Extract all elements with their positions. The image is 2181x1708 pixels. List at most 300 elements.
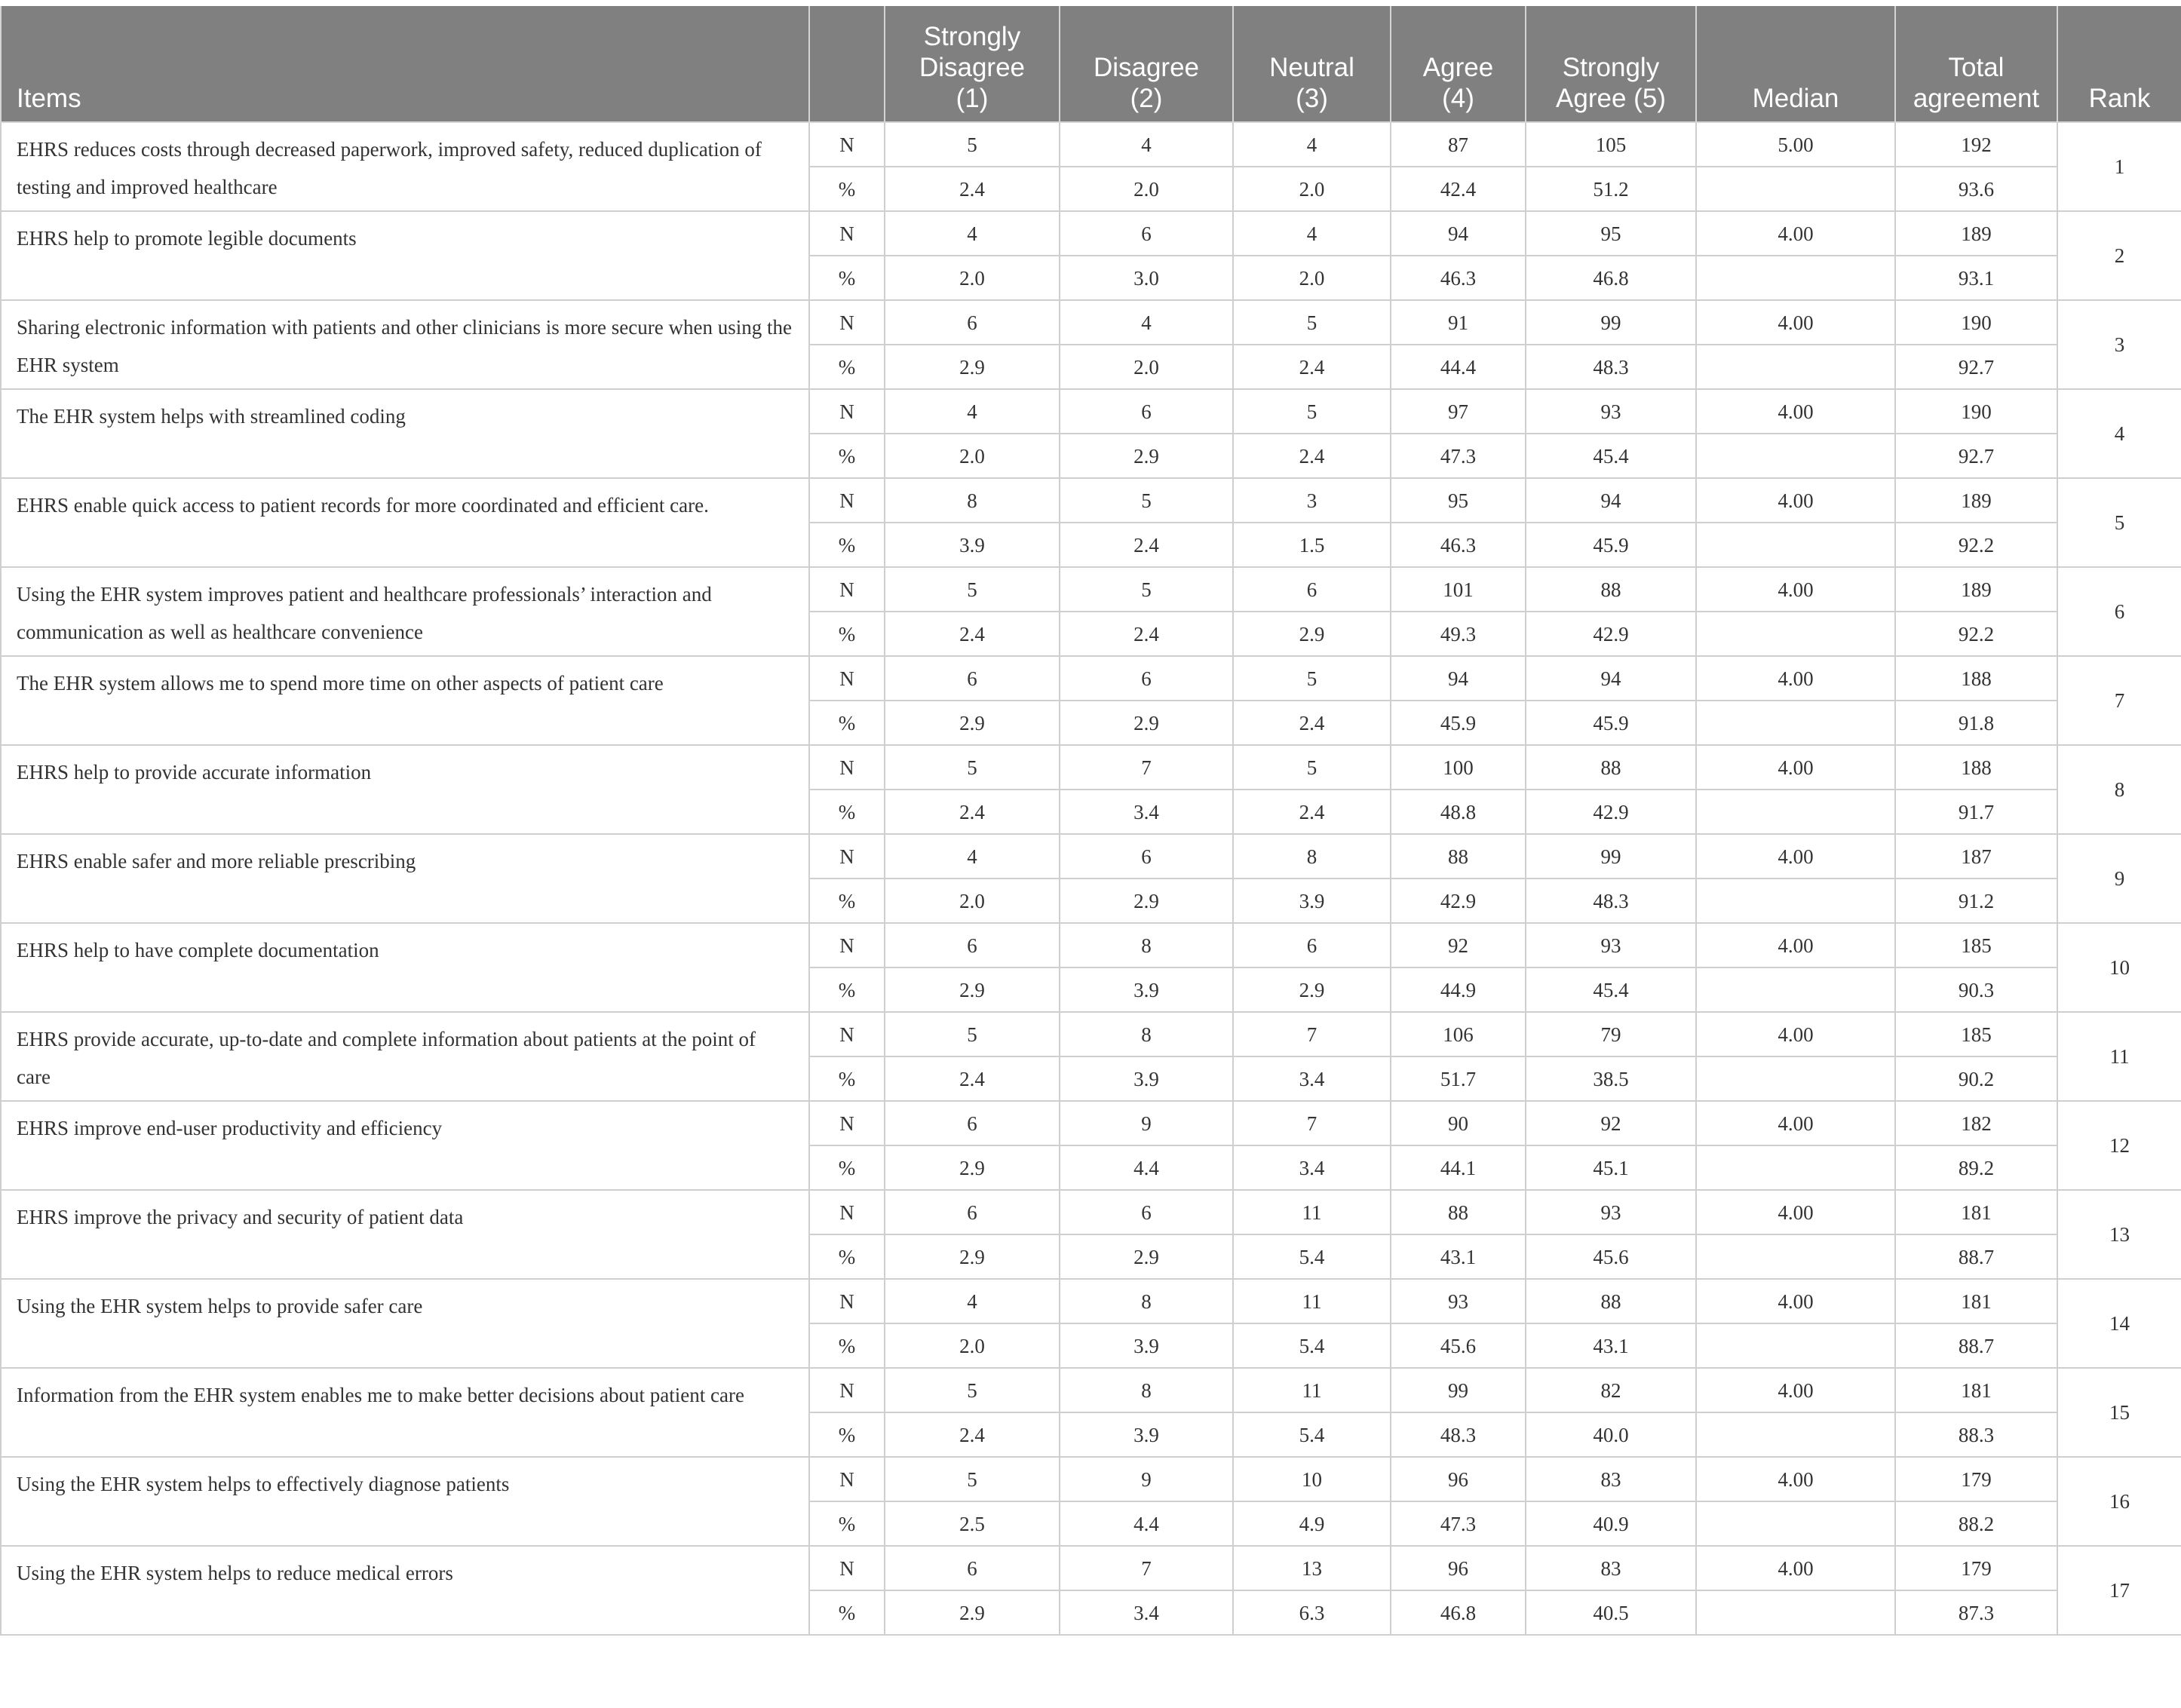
cell-strongly-disagree: 2.9 xyxy=(885,701,1060,745)
table-row-count xyxy=(1,1546,2181,1590)
cell-disagree: 9 xyxy=(1060,1457,1233,1501)
cell-agree: 96 xyxy=(1391,1546,1526,1590)
cell-neutral: 7 xyxy=(1233,1012,1391,1056)
stat-label: N xyxy=(809,211,885,256)
cell-rank: 10 xyxy=(2057,923,2181,1012)
cell-rank: 12 xyxy=(2057,1101,2181,1190)
table-row-count xyxy=(1,1012,2181,1056)
cell-median: 4.00 xyxy=(1696,478,1895,523)
cell-disagree: 8 xyxy=(1060,1279,1233,1323)
cell-disagree: 7 xyxy=(1060,1546,1233,1590)
item-text: EHRS improve end-user productivity and efficiency xyxy=(1,1101,809,1190)
cell-median: 4.00 xyxy=(1696,1368,1895,1412)
cell-neutral: 5 xyxy=(1233,389,1391,434)
cell-median: 4.00 xyxy=(1696,567,1895,612)
cell-disagree: 2.9 xyxy=(1060,879,1233,923)
cell-median: 4.00 xyxy=(1696,1546,1895,1590)
cell-median xyxy=(1696,523,1895,567)
stat-label: N xyxy=(809,1546,885,1590)
cell-strongly-agree: 99 xyxy=(1526,834,1696,879)
header-median: Median xyxy=(1696,6,1895,122)
cell-strongly-agree: 46.8 xyxy=(1526,256,1696,300)
cell-strongly-disagree: 6 xyxy=(885,1546,1060,1590)
cell-disagree: 3.9 xyxy=(1060,1056,1233,1101)
cell-total-agreement: 189 xyxy=(1895,567,2057,612)
cell-strongly-agree: 48.3 xyxy=(1526,879,1696,923)
cell-strongly-agree: 88 xyxy=(1526,1279,1696,1323)
cell-median: 4.00 xyxy=(1696,389,1895,434)
cell-disagree: 2.4 xyxy=(1060,612,1233,656)
stat-label: % xyxy=(809,1412,885,1457)
cell-strongly-disagree: 2.9 xyxy=(885,1590,1060,1635)
cell-neutral: 5.4 xyxy=(1233,1412,1391,1457)
cell-neutral: 2.9 xyxy=(1233,967,1391,1012)
cell-agree: 44.4 xyxy=(1391,345,1526,389)
cell-agree: 93 xyxy=(1391,1279,1526,1323)
cell-median xyxy=(1696,1590,1895,1635)
stat-label: % xyxy=(809,879,885,923)
cell-median: 4.00 xyxy=(1696,656,1895,701)
cell-disagree: 2.9 xyxy=(1060,1234,1233,1279)
table-row-count xyxy=(1,923,2181,967)
item-text: EHRS enable quick access to patient records for more coordinated and efficient care. xyxy=(1,478,809,567)
cell-strongly-disagree: 2.4 xyxy=(885,1056,1060,1101)
cell-agree: 44.1 xyxy=(1391,1145,1526,1190)
cell-agree: 101 xyxy=(1391,567,1526,612)
cell-strongly-disagree: 2.9 xyxy=(885,345,1060,389)
cell-disagree: 2.9 xyxy=(1060,434,1233,478)
cell-total-agreement: 90.3 xyxy=(1895,967,2057,1012)
cell-total-agreement: 92.2 xyxy=(1895,612,2057,656)
cell-total-agreement: 189 xyxy=(1895,478,2057,523)
cell-strongly-agree: 42.9 xyxy=(1526,790,1696,834)
cell-strongly-agree: 95 xyxy=(1526,211,1696,256)
cell-total-agreement: 185 xyxy=(1895,1012,2057,1056)
cell-strongly-disagree: 2.9 xyxy=(885,1234,1060,1279)
cell-strongly-disagree: 6 xyxy=(885,923,1060,967)
cell-disagree: 5 xyxy=(1060,567,1233,612)
cell-strongly-disagree: 2.4 xyxy=(885,612,1060,656)
cell-disagree: 6 xyxy=(1060,211,1233,256)
cell-neutral: 3.9 xyxy=(1233,879,1391,923)
cell-median: 4.00 xyxy=(1696,1101,1895,1145)
cell-strongly-disagree: 4 xyxy=(885,211,1060,256)
cell-strongly-disagree: 5 xyxy=(885,1368,1060,1412)
cell-neutral: 11 xyxy=(1233,1279,1391,1323)
cell-total-agreement: 189 xyxy=(1895,211,2057,256)
cell-agree: 47.3 xyxy=(1391,1501,1526,1546)
cell-strongly-agree: 105 xyxy=(1526,122,1696,167)
cell-total-agreement: 187 xyxy=(1895,834,2057,879)
item-text: EHRS help to have complete documentation xyxy=(1,923,809,1012)
item-text: The EHR system helps with streamlined coding xyxy=(1,389,809,478)
cell-strongly-disagree: 2.0 xyxy=(885,879,1060,923)
cell-total-agreement: 90.2 xyxy=(1895,1056,2057,1101)
item-text: EHRS help to provide accurate information xyxy=(1,745,809,834)
table-row-count xyxy=(1,745,2181,790)
cell-disagree: 4 xyxy=(1060,300,1233,345)
cell-rank: 7 xyxy=(2057,656,2181,745)
cell-agree: 87 xyxy=(1391,122,1526,167)
table-row-count xyxy=(1,122,2181,167)
cell-disagree: 3.9 xyxy=(1060,1323,1233,1368)
cell-strongly-agree: 94 xyxy=(1526,656,1696,701)
cell-median xyxy=(1696,434,1895,478)
cell-strongly-agree: 38.5 xyxy=(1526,1056,1696,1101)
cell-neutral: 13 xyxy=(1233,1546,1391,1590)
cell-strongly-agree: 48.3 xyxy=(1526,345,1696,389)
item-text: EHRS improve the privacy and security of patient data xyxy=(1,1190,809,1279)
cell-strongly-agree: 83 xyxy=(1526,1546,1696,1590)
cell-total-agreement: 92.7 xyxy=(1895,434,2057,478)
stat-label: % xyxy=(809,523,885,567)
cell-total-agreement: 93.1 xyxy=(1895,256,2057,300)
cell-agree: 99 xyxy=(1391,1368,1526,1412)
table-row-count xyxy=(1,567,2181,612)
cell-total-agreement: 91.2 xyxy=(1895,879,2057,923)
cell-agree: 44.9 xyxy=(1391,967,1526,1012)
cell-strongly-agree: 93 xyxy=(1526,1190,1696,1234)
cell-median: 4.00 xyxy=(1696,1190,1895,1234)
cell-neutral: 6 xyxy=(1233,923,1391,967)
cell-total-agreement: 87.3 xyxy=(1895,1590,2057,1635)
cell-strongly-disagree: 2.4 xyxy=(885,167,1060,211)
cell-strongly-agree: 79 xyxy=(1526,1012,1696,1056)
cell-rank: 3 xyxy=(2057,300,2181,389)
cell-disagree: 4.4 xyxy=(1060,1145,1233,1190)
cell-disagree: 2.0 xyxy=(1060,167,1233,211)
item-text: EHRS help to promote legible documents xyxy=(1,211,809,300)
cell-total-agreement: 88.7 xyxy=(1895,1323,2057,1368)
cell-strongly-disagree: 2.0 xyxy=(885,434,1060,478)
cell-median: 4.00 xyxy=(1696,1012,1895,1056)
table-row-count xyxy=(1,1190,2181,1234)
header-neutral: Neutral (3) xyxy=(1233,6,1391,122)
table-row-count xyxy=(1,834,2181,879)
cell-strongly-agree: 92 xyxy=(1526,1101,1696,1145)
cell-agree: 106 xyxy=(1391,1012,1526,1056)
cell-agree: 94 xyxy=(1391,656,1526,701)
cell-median xyxy=(1696,1323,1895,1368)
cell-total-agreement: 182 xyxy=(1895,1101,2057,1145)
survey-table xyxy=(0,6,2181,1636)
cell-neutral: 5 xyxy=(1233,300,1391,345)
cell-median xyxy=(1696,1234,1895,1279)
cell-strongly-agree: 99 xyxy=(1526,300,1696,345)
cell-disagree: 5 xyxy=(1060,478,1233,523)
stat-label: N xyxy=(809,300,885,345)
header-items: Items xyxy=(1,6,809,122)
cell-median xyxy=(1696,967,1895,1012)
cell-neutral: 5 xyxy=(1233,745,1391,790)
table-row-count xyxy=(1,389,2181,434)
cell-strongly-disagree: 3.9 xyxy=(885,523,1060,567)
cell-strongly-disagree: 4 xyxy=(885,834,1060,879)
stat-label: N xyxy=(809,1101,885,1145)
cell-total-agreement: 179 xyxy=(1895,1457,2057,1501)
cell-median: 4.00 xyxy=(1696,300,1895,345)
stat-label: N xyxy=(809,122,885,167)
cell-rank: 8 xyxy=(2057,745,2181,834)
cell-strongly-disagree: 8 xyxy=(885,478,1060,523)
item-text: Sharing electronic information with patients and other clinicians is more secure when using the EHR system xyxy=(1,300,809,389)
cell-rank: 4 xyxy=(2057,389,2181,478)
cell-strongly-agree: 40.0 xyxy=(1526,1412,1696,1457)
cell-agree: 95 xyxy=(1391,478,1526,523)
cell-strongly-agree: 45.4 xyxy=(1526,434,1696,478)
cell-strongly-agree: 88 xyxy=(1526,745,1696,790)
cell-agree: 47.3 xyxy=(1391,434,1526,478)
stat-label: % xyxy=(809,1323,885,1368)
item-text: Using the EHR system helps to reduce medical errors xyxy=(1,1546,809,1635)
stat-label: N xyxy=(809,923,885,967)
cell-total-agreement: 92.2 xyxy=(1895,523,2057,567)
cell-strongly-disagree: 4 xyxy=(885,1279,1060,1323)
cell-strongly-disagree: 2.9 xyxy=(885,1145,1060,1190)
cell-total-agreement: 181 xyxy=(1895,1279,2057,1323)
cell-agree: 42.4 xyxy=(1391,167,1526,211)
cell-median: 4.00 xyxy=(1696,834,1895,879)
cell-strongly-agree: 82 xyxy=(1526,1368,1696,1412)
cell-rank: 17 xyxy=(2057,1546,2181,1635)
stat-label: N xyxy=(809,478,885,523)
cell-disagree: 7 xyxy=(1060,745,1233,790)
cell-total-agreement: 93.6 xyxy=(1895,167,2057,211)
cell-strongly-agree: 40.5 xyxy=(1526,1590,1696,1635)
cell-median xyxy=(1696,1145,1895,1190)
cell-agree: 46.3 xyxy=(1391,256,1526,300)
stat-label: N xyxy=(809,834,885,879)
cell-rank: 13 xyxy=(2057,1190,2181,1279)
header-stat xyxy=(809,6,885,122)
cell-agree: 45.6 xyxy=(1391,1323,1526,1368)
table-row-count xyxy=(1,478,2181,523)
cell-disagree: 3.9 xyxy=(1060,1412,1233,1457)
cell-agree: 88 xyxy=(1391,1190,1526,1234)
cell-strongly-agree: 42.9 xyxy=(1526,612,1696,656)
item-text: Information from the EHR system enables me to make better decisions about patient care xyxy=(1,1368,809,1457)
stat-label: % xyxy=(809,612,885,656)
cell-strongly-disagree: 2.9 xyxy=(885,967,1060,1012)
cell-neutral: 2.4 xyxy=(1233,790,1391,834)
item-text: The EHR system allows me to spend more time on other aspects of patient care xyxy=(1,656,809,745)
table-row-count xyxy=(1,211,2181,256)
cell-disagree: 8 xyxy=(1060,1368,1233,1412)
cell-disagree: 4 xyxy=(1060,122,1233,167)
cell-neutral: 3 xyxy=(1233,478,1391,523)
item-text: Using the EHR system improves patient and healthcare professionals’ interaction and communication as well as healthcare convenience xyxy=(1,567,809,656)
cell-agree: 97 xyxy=(1391,389,1526,434)
table-row-count xyxy=(1,656,2181,701)
cell-median xyxy=(1696,1056,1895,1101)
cell-agree: 88 xyxy=(1391,834,1526,879)
cell-strongly-agree: 83 xyxy=(1526,1457,1696,1501)
stat-label: % xyxy=(809,1056,885,1101)
table-row-count xyxy=(1,1279,2181,1323)
item-text: EHRS reduces costs through decreased paperwork, improved safety, reduced duplication of testing and improved healthcare xyxy=(1,122,809,211)
cell-rank: 9 xyxy=(2057,834,2181,923)
cell-agree: 51.7 xyxy=(1391,1056,1526,1101)
cell-rank: 2 xyxy=(2057,211,2181,300)
cell-neutral: 7 xyxy=(1233,1101,1391,1145)
cell-neutral: 4.9 xyxy=(1233,1501,1391,1546)
cell-strongly-disagree: 5 xyxy=(885,1457,1060,1501)
cell-strongly-disagree: 6 xyxy=(885,1190,1060,1234)
cell-disagree: 3.4 xyxy=(1060,1590,1233,1635)
cell-disagree: 6 xyxy=(1060,834,1233,879)
cell-neutral: 4 xyxy=(1233,211,1391,256)
cell-rank: 6 xyxy=(2057,567,2181,656)
cell-median: 4.00 xyxy=(1696,745,1895,790)
stat-label: % xyxy=(809,967,885,1012)
cell-strongly-disagree: 6 xyxy=(885,656,1060,701)
cell-median xyxy=(1696,256,1895,300)
stat-label: % xyxy=(809,1590,885,1635)
table-row-count xyxy=(1,1368,2181,1412)
cell-strongly-agree: 40.9 xyxy=(1526,1501,1696,1546)
cell-median xyxy=(1696,879,1895,923)
cell-strongly-disagree: 5 xyxy=(885,567,1060,612)
stat-label: % xyxy=(809,434,885,478)
cell-neutral: 5.4 xyxy=(1233,1234,1391,1279)
cell-agree: 48.3 xyxy=(1391,1412,1526,1457)
cell-disagree: 3.0 xyxy=(1060,256,1233,300)
cell-strongly-agree: 45.9 xyxy=(1526,701,1696,745)
stat-label: N xyxy=(809,389,885,434)
cell-strongly-agree: 93 xyxy=(1526,389,1696,434)
cell-strongly-disagree: 4 xyxy=(885,389,1060,434)
cell-neutral: 3.4 xyxy=(1233,1145,1391,1190)
stat-label: N xyxy=(809,1368,885,1412)
header-strongly-disagree: Strongly Disagree (1) xyxy=(885,6,1060,122)
cell-agree: 90 xyxy=(1391,1101,1526,1145)
cell-neutral: 10 xyxy=(1233,1457,1391,1501)
stat-label: N xyxy=(809,567,885,612)
stat-label: N xyxy=(809,656,885,701)
stat-label: % xyxy=(809,256,885,300)
cell-strongly-disagree: 6 xyxy=(885,1101,1060,1145)
stat-label: % xyxy=(809,1234,885,1279)
cell-total-agreement: 190 xyxy=(1895,300,2057,345)
cell-median: 4.00 xyxy=(1696,1457,1895,1501)
cell-strongly-disagree: 2.4 xyxy=(885,1412,1060,1457)
cell-agree: 49.3 xyxy=(1391,612,1526,656)
stat-label: % xyxy=(809,167,885,211)
stat-label: % xyxy=(809,790,885,834)
cell-rank: 11 xyxy=(2057,1012,2181,1101)
stat-label: N xyxy=(809,1279,885,1323)
cell-total-agreement: 185 xyxy=(1895,923,2057,967)
item-text: EHRS provide accurate, up-to-date and complete information about patients at the point of care xyxy=(1,1012,809,1101)
cell-strongly-disagree: 6 xyxy=(885,300,1060,345)
cell-median: 5.00 xyxy=(1696,122,1895,167)
table-body xyxy=(1,122,2181,1635)
cell-neutral: 2.0 xyxy=(1233,167,1391,211)
header-strongly-agree: Strongly Agree (5) xyxy=(1526,6,1696,122)
cell-neutral: 11 xyxy=(1233,1190,1391,1234)
cell-rank: 1 xyxy=(2057,122,2181,211)
stat-label: % xyxy=(809,345,885,389)
cell-median xyxy=(1696,1501,1895,1546)
cell-neutral: 1.5 xyxy=(1233,523,1391,567)
cell-total-agreement: 89.2 xyxy=(1895,1145,2057,1190)
cell-disagree: 2.4 xyxy=(1060,523,1233,567)
stat-label: N xyxy=(809,1457,885,1501)
stat-label: % xyxy=(809,1501,885,1546)
cell-strongly-agree: 43.1 xyxy=(1526,1323,1696,1368)
cell-agree: 45.9 xyxy=(1391,701,1526,745)
cell-neutral: 6.3 xyxy=(1233,1590,1391,1635)
cell-total-agreement: 181 xyxy=(1895,1368,2057,1412)
stat-label: N xyxy=(809,1190,885,1234)
cell-agree: 42.9 xyxy=(1391,879,1526,923)
cell-strongly-disagree: 2.5 xyxy=(885,1501,1060,1546)
cell-strongly-agree: 94 xyxy=(1526,478,1696,523)
cell-agree: 100 xyxy=(1391,745,1526,790)
cell-disagree: 6 xyxy=(1060,1190,1233,1234)
cell-total-agreement: 91.7 xyxy=(1895,790,2057,834)
cell-strongly-disagree: 5 xyxy=(885,1012,1060,1056)
cell-agree: 48.8 xyxy=(1391,790,1526,834)
cell-median xyxy=(1696,1412,1895,1457)
cell-median xyxy=(1696,345,1895,389)
cell-median: 4.00 xyxy=(1696,923,1895,967)
table-row-count xyxy=(1,300,2181,345)
cell-neutral: 4 xyxy=(1233,122,1391,167)
header-disagree: Disagree (2) xyxy=(1060,6,1233,122)
cell-agree: 94 xyxy=(1391,211,1526,256)
cell-agree: 46.8 xyxy=(1391,1590,1526,1635)
cell-strongly-agree: 51.2 xyxy=(1526,167,1696,211)
cell-median xyxy=(1696,612,1895,656)
cell-agree: 46.3 xyxy=(1391,523,1526,567)
cell-neutral: 11 xyxy=(1233,1368,1391,1412)
cell-agree: 96 xyxy=(1391,1457,1526,1501)
cell-total-agreement: 92.7 xyxy=(1895,345,2057,389)
cell-neutral: 2.9 xyxy=(1233,612,1391,656)
cell-neutral: 2.4 xyxy=(1233,701,1391,745)
cell-strongly-disagree: 5 xyxy=(885,745,1060,790)
cell-median: 4.00 xyxy=(1696,211,1895,256)
cell-total-agreement: 88.2 xyxy=(1895,1501,2057,1546)
cell-strongly-agree: 93 xyxy=(1526,923,1696,967)
cell-total-agreement: 91.8 xyxy=(1895,701,2057,745)
cell-median xyxy=(1696,701,1895,745)
item-text: Using the EHR system helps to provide safer care xyxy=(1,1279,809,1368)
cell-strongly-agree: 45.9 xyxy=(1526,523,1696,567)
cell-disagree: 6 xyxy=(1060,656,1233,701)
cell-neutral: 6 xyxy=(1233,567,1391,612)
cell-strongly-agree: 88 xyxy=(1526,567,1696,612)
cell-disagree: 4.4 xyxy=(1060,1501,1233,1546)
cell-total-agreement: 192 xyxy=(1895,122,2057,167)
cell-strongly-agree: 45.4 xyxy=(1526,967,1696,1012)
cell-disagree: 8 xyxy=(1060,1012,1233,1056)
cell-strongly-disagree: 2.0 xyxy=(885,1323,1060,1368)
cell-median: 4.00 xyxy=(1696,1279,1895,1323)
cell-agree: 92 xyxy=(1391,923,1526,967)
cell-total-agreement: 88.7 xyxy=(1895,1234,2057,1279)
cell-total-agreement: 179 xyxy=(1895,1546,2057,1590)
cell-disagree: 3.9 xyxy=(1060,967,1233,1012)
cell-disagree: 2.0 xyxy=(1060,345,1233,389)
cell-neutral: 2.0 xyxy=(1233,256,1391,300)
cell-neutral: 5 xyxy=(1233,656,1391,701)
stat-label: N xyxy=(809,745,885,790)
stat-label: % xyxy=(809,1145,885,1190)
stat-label: N xyxy=(809,1012,885,1056)
cell-neutral: 5.4 xyxy=(1233,1323,1391,1368)
